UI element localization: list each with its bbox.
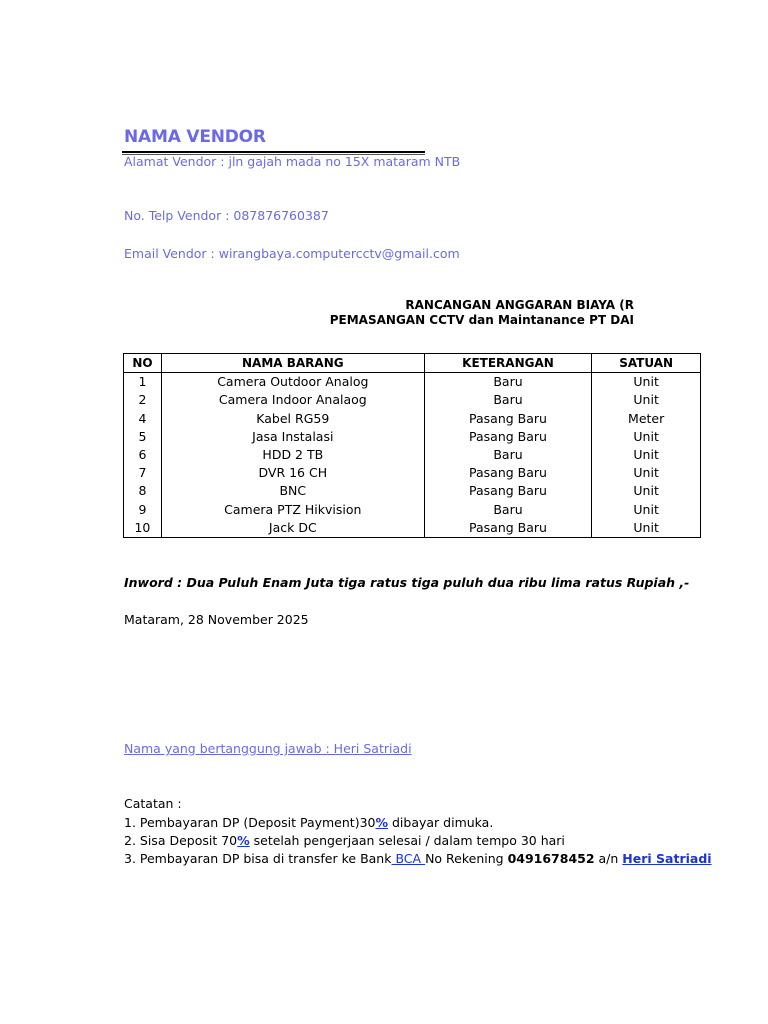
header-no: NO <box>124 354 162 373</box>
cell-no: 9 <box>124 501 162 519</box>
cell-keterangan: Baru <box>424 373 592 392</box>
inword-text: Inword : Dua Puluh Enam Juta tiga ratus tiga puluh dua ribu lima ratus Rupiah ,- <box>124 575 690 590</box>
note-1-percent-link[interactable]: % <box>375 815 389 830</box>
items-table <box>123 353 701 538</box>
cell-no: 2 <box>124 391 162 409</box>
note-2-text-end: setelah pengerjaan selesai / dalam tempo 30 hari <box>249 833 565 848</box>
table-row <box>124 482 701 500</box>
note-3-an: a/n <box>594 851 623 866</box>
cell-no: 4 <box>124 410 162 428</box>
header-keterangan: KETERANGAN <box>424 354 592 373</box>
cell-keterangan: Baru <box>424 391 592 409</box>
cell-nama-barang: BNC <box>161 482 424 500</box>
cell-satuan: Unit <box>592 501 701 519</box>
account-number: 0491678452 <box>507 851 595 866</box>
note-2-text: 2. Sisa Deposit 70 <box>124 833 238 848</box>
cell-satuan: Meter <box>592 410 701 428</box>
date-line: Mataram, 28 November 2025 <box>124 612 309 627</box>
cell-satuan: Unit <box>592 482 701 500</box>
cell-nama-barang: Camera PTZ Hikvision <box>161 501 424 519</box>
header-satuan: SATUAN <box>592 354 701 373</box>
doc-title-line2: PEMASANGAN CCTV dan Maintanance PT DAI <box>329 313 634 327</box>
header-nama-barang: NAMA BARANG <box>161 354 424 373</box>
table-header-row <box>124 354 701 373</box>
table-row <box>124 501 701 519</box>
doc-title-line1: RANCANGAN ANGGARAN BIAYA (R <box>405 298 634 312</box>
note-item-1 <box>124 815 493 830</box>
cell-keterangan: Pasang Baru <box>424 519 592 538</box>
cell-satuan: Unit <box>592 464 701 482</box>
cell-nama-barang: Camera Outdoor Analog <box>161 373 424 392</box>
note-2-percent-link[interactable]: % <box>237 833 250 848</box>
cell-nama-barang: Camera Indoor Analaog <box>161 391 424 409</box>
cell-nama-barang: Jack DC <box>161 519 424 538</box>
table-row <box>124 519 701 538</box>
vendor-address: Alamat Vendor : jln gajah mada no 15X mataram NTB <box>124 154 461 169</box>
table-row <box>124 410 701 428</box>
responsible-person[interactable]: Nama yang bertanggung jawab : Heri Satriadi <box>124 741 412 756</box>
note-3-text: 3. Pembayaran DP bisa di transfer ke Bank <box>124 851 392 866</box>
table-row <box>124 391 701 409</box>
cell-no: 7 <box>124 464 162 482</box>
cell-keterangan: Baru <box>424 446 592 464</box>
cell-no: 10 <box>124 519 162 538</box>
cell-no: 1 <box>124 373 162 392</box>
cell-satuan: Unit <box>592 519 701 538</box>
cell-keterangan: Pasang Baru <box>424 428 592 446</box>
cell-keterangan: Pasang Baru <box>424 464 592 482</box>
cell-no: 5 <box>124 428 162 446</box>
cell-no: 8 <box>124 482 162 500</box>
cell-satuan: Unit <box>592 446 701 464</box>
table-row <box>124 464 701 482</box>
table-row <box>124 373 701 392</box>
bank-link[interactable]: BCA <box>391 851 426 866</box>
note-item-2 <box>124 833 565 848</box>
cell-nama-barang: Jasa Instalasi <box>161 428 424 446</box>
note-3-rekening: No Rekening <box>425 851 508 866</box>
vendor-name: NAMA VENDOR <box>124 127 266 147</box>
notes-heading: Catatan : <box>124 796 182 811</box>
cell-no: 6 <box>124 446 162 464</box>
table-body <box>124 373 701 538</box>
account-holder-link[interactable]: Heri Satriadi <box>622 851 712 866</box>
cell-nama-barang: HDD 2 TB <box>161 446 424 464</box>
note-1-text-end: dibayar dimuka. <box>388 815 494 830</box>
vendor-phone: No. Telp Vendor : 087876760387 <box>124 208 329 223</box>
note-item-3 <box>124 851 712 866</box>
cell-satuan: Unit <box>592 391 701 409</box>
table-row <box>124 446 701 464</box>
cell-satuan: Unit <box>592 428 701 446</box>
cell-keterangan: Baru <box>424 501 592 519</box>
table-row <box>124 428 701 446</box>
cell-satuan: Unit <box>592 373 701 392</box>
cell-keterangan: Pasang Baru <box>424 410 592 428</box>
note-1-text: 1. Pembayaran DP (Deposit Payment)30 <box>124 815 376 830</box>
cell-nama-barang: DVR 16 CH <box>161 464 424 482</box>
vendor-email: Email Vendor : wirangbaya.computercctv@gmail.com <box>124 246 460 261</box>
cell-nama-barang: Kabel RG59 <box>161 410 424 428</box>
cell-keterangan: Pasang Baru <box>424 482 592 500</box>
